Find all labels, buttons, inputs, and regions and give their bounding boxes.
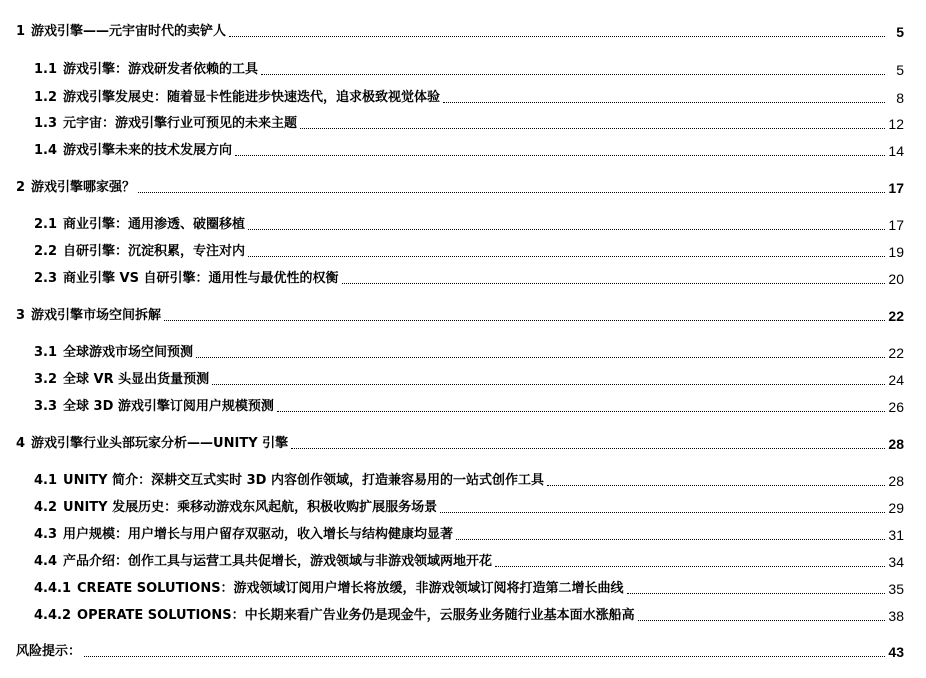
toc-entry-3-2[interactable] [0,366,926,388]
toc-dot-leader [342,282,885,284]
toc-entry-page-number: 34 [888,554,904,570]
toc-entry-page-number: 14 [888,143,904,159]
toc-dot-leader [84,655,885,657]
toc-dot-leader [248,228,885,230]
toc-entry-4-2[interactable] [0,494,926,516]
toc-entry-page-number: 35 [888,581,904,597]
toc-entry-4-4-1[interactable] [0,575,926,597]
toc-dot-leader [495,565,885,567]
toc-entry-number: 1 [16,24,26,39]
toc-dot-leader [547,484,885,486]
toc-entry-number: 1.4 [34,143,58,158]
toc-entry-title: 商业引擎：通用渗透、破圈移植 [63,217,246,232]
toc-entry-2-3[interactable] [0,265,926,287]
toc-entry-number: 2.2 [34,244,58,259]
toc-entry-page-number: 22 [888,345,904,361]
toc-entry-title: 自研引擎：沉淀积累，专注对内 [63,244,246,259]
toc-entry-number: 1.2 [34,90,58,105]
toc-entry-page-number: 24 [888,372,904,388]
toc-entry-number: 2 [16,180,26,195]
toc-entry-number: 1.3 [34,116,58,131]
toc-entry-number: 4 [16,436,26,451]
toc-entry-title: CREATE SOLUTIONS：游戏领域订阅用户增长将放缓，非游戏领域订阅将打造第二增长曲线 [77,581,624,596]
toc-dot-leader [300,127,885,129]
toc-entry-4-1[interactable] [0,467,926,489]
toc-entry-title: UNITY 简介：深耕交互式实时 3D 内容创作领域，打造兼容易用的一站式创作工具 [63,473,544,488]
toc-entry-page-number: 17 [888,217,904,233]
toc-entry-title: 风险提示： [16,644,82,659]
toc-dot-leader [235,154,885,156]
toc-entry-title: 游戏引擎发展史：随着显卡性能进步快速迭代，追求极致视觉体验 [63,90,441,105]
toc-entry-1-1[interactable] [0,56,926,78]
toc-entry-number: 2.3 [34,271,58,286]
toc-entry-title: 游戏引擎：游戏研发者依赖的工具 [63,62,259,77]
toc-entry-1[interactable] [0,18,926,40]
toc-entry-page-number: 22 [888,308,904,324]
toc-dot-leader [627,592,885,594]
toc-entry-page-number: 20 [888,271,904,287]
toc-entry-title: 商业引擎 VS 自研引擎：通用性与最优性的权衡 [63,271,339,286]
toc-entry-page-number: 8 [896,90,904,106]
toc-entry-title: UNITY 发展历史：乘移动游戏东风起航，积极收购扩展服务场景 [63,500,438,515]
toc-entry-number: 4.4.1 [34,581,72,596]
toc-entry-title: OPERATE SOLUTIONS：中长期来看广告业务仍是现金牛，云服务业务随行业基本面水涨船高 [77,608,635,623]
toc-dot-leader [456,538,885,540]
toc-entry-page-number: 5 [896,62,904,78]
toc-entry-number: 3 [16,308,26,323]
toc-entry-page-number: 12 [888,116,904,132]
toc-dot-leader [440,511,885,513]
toc-dot-leader [164,319,885,321]
toc-entry-2-1[interactable] [0,211,926,233]
toc-entry-title: 游戏引擎行业头部玩家分析——UNITY 引擎 [31,436,289,451]
toc-entry-1-2[interactable] [0,84,926,106]
toc-dot-leader [261,73,885,75]
toc-entry-3-1[interactable] [0,339,926,361]
toc-entry-risk[interactable] [0,638,926,660]
toc-entry-title: 用户规模：用户增长与用户留存双驱动，收入增长与结构健康均显著 [63,527,454,542]
toc-entry-1-4[interactable] [0,137,926,159]
toc-entry-page-number: 38 [888,608,904,624]
toc-dot-leader [138,191,885,193]
toc-dot-leader [229,35,885,37]
toc-dot-leader [277,410,885,412]
toc-entry-page-number: 29 [888,500,904,516]
toc-entry-4[interactable] [0,430,926,452]
toc-entry-title: 元宇宙：游戏引擎行业可预见的未来主题 [63,116,298,131]
toc-entry-number: 4.4 [34,554,58,569]
toc-entry-4-4[interactable] [0,548,926,570]
toc-entry-page-number: 19 [888,244,904,260]
toc-entry-page-number: 17 [888,180,904,196]
toc-entry-2[interactable] [0,174,926,196]
toc-entry-page-number: 31 [888,527,904,543]
toc-dot-leader [248,255,885,257]
toc-entry-title: 游戏引擎市场空间拆解 [31,308,162,323]
toc-entry-number: 1.1 [34,62,58,77]
toc-entry-title: 产品介绍：创作工具与运营工具共促增长，游戏领域与非游戏领域两地开花 [63,554,493,569]
toc-dot-leader [443,101,885,103]
toc-entry-title: 游戏引擎未来的技术发展方向 [63,143,233,158]
toc-entry-title: 全球 3D 游戏引擎订阅用户规模预测 [63,399,274,414]
toc-dot-leader [291,447,885,449]
toc-entry-page-number: 28 [888,473,904,489]
toc-entry-number: 2.1 [34,217,58,232]
toc-entry-4-3[interactable] [0,521,926,543]
toc-entry-3-3[interactable] [0,393,926,415]
toc-entry-number: 4.3 [34,527,58,542]
toc-dot-leader [212,383,885,385]
toc-entry-number: 4.1 [34,473,58,488]
toc-entry-page-number: 5 [896,24,904,40]
toc-entry-number: 4.2 [34,500,58,515]
toc-entry-title: 全球 VR 头显出货量预测 [63,372,210,387]
toc-entry-4-4-2[interactable] [0,602,926,624]
toc-entry-title: 全球游戏市场空间预测 [63,345,194,360]
toc-entry-2-2[interactable] [0,238,926,260]
toc-entry-page-number: 43 [888,644,904,660]
toc-entry-page-number: 28 [888,436,904,452]
toc-entry-title: 游戏引擎哪家强？ [31,180,136,195]
toc-entry-title: 游戏引擎——元宇宙时代的卖铲人 [31,24,227,39]
toc-entry-3[interactable] [0,302,926,324]
toc-entry-number: 3.1 [34,345,58,360]
toc-dot-leader [638,619,885,621]
toc-entry-page-number: 26 [888,399,904,415]
toc-entry-number: 3.3 [34,399,58,414]
toc-entry-1-3[interactable] [0,110,926,132]
toc-entry-number: 4.4.2 [34,608,72,623]
toc-entry-number: 3.2 [34,372,58,387]
toc-dot-leader [196,356,885,358]
